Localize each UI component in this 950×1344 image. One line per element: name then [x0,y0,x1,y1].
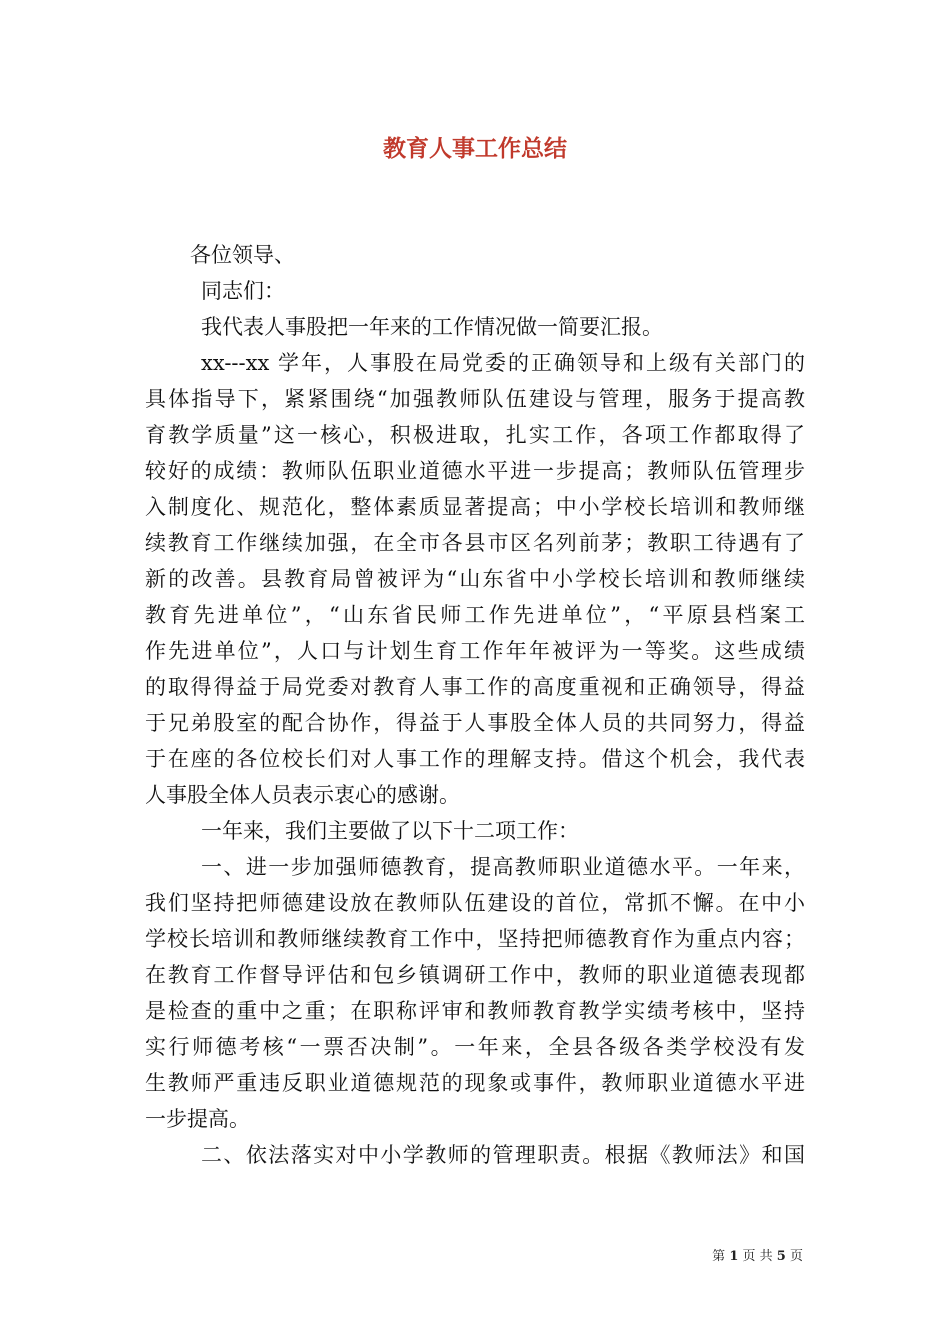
document-title: 教育人事工作总结 [383,135,567,162]
para3-line: 生教师严重违反职业道德规范的现象或事件，教师职业道德水平进 [145,1071,805,1095]
para3-line: 在教育工作督导评估和包乡镇调研工作中，教师的职业道德表现都 [145,963,805,987]
para3-line: 一步提高。 [145,1107,250,1131]
para1-line: 教育先进单位”，“山东省民师工作先进单位”，“平原县档案工 [145,603,805,627]
twelve-tasks-intro: 一年来，我们主要做了以下十二项工作： [201,819,579,843]
salutation-comrades: 同志们： [201,279,285,303]
intro-paragraph: 我代表人事股把一年来的工作情况做一简要汇报。 [201,315,663,339]
para1-line: 人事股全体人员表示衷心的感谢。 [145,783,460,807]
para3-line: 学校长培训和教师继续教育工作中，坚持把师德教育作为重点内容； [145,927,805,951]
footer-suffix: 页 [789,1249,803,1264]
para3-line: 一、进一步加强师德教育，提高教师职业道德水平。一年来， [201,855,805,879]
para3-line: 实行师德考核“一票否决制”。一年来，全县各级各类学校没有发 [145,1035,805,1059]
para1-line: 于兄弟股室的配合协作，得益于人事股全体人员的共同努力，得益 [145,711,805,735]
para1-line: 育教学质量”这一核心，积极进取，扎实工作，各项工作都取得了 [145,423,805,447]
current-page-number: 1 [729,1249,739,1264]
para4-line: 二、依法落实对中小学教师的管理职责。根据《教师法》和国 [201,1143,805,1167]
para1-line: 的取得得益于局党委对教育人事工作的高度重视和正确领导，得益 [145,675,805,699]
para1-line: 作先进单位”，人口与计划生育工作年年被评为一等奖。这些成绩 [145,639,805,663]
footer-middle: 页 共 [742,1249,773,1264]
para1-line: xx---xx 学年，人事股在局党委的正确领导和上级有关部门的 [201,351,805,375]
para1-line: 续教育工作继续加强，在全市各县市区名列前茅；教职工待遇有了 [145,531,805,555]
para1-line: 新的改善。县教育局曾被评为“山东省中小学校长培训和教师继续 [145,567,805,591]
para1-line: 具体指导下，紧紧围绕“加强教师队伍建设与管理，服务于提高教 [145,387,805,411]
salutation-leaders: 各位领导、 [190,243,295,267]
para1-line: 于在座的各位校长们对人事工作的理解支持。借这个机会，我代表 [145,747,805,771]
para1-line: 较好的成绩：教师队伍职业道德水平进一步提高；教师队伍管理步 [145,459,805,483]
para3-line: 我们坚持把师德建设放在教师队伍建设的首位，常抓不懈。在中小 [145,891,805,915]
footer-prefix: 第 [712,1249,726,1264]
para3-line: 是检查的重中之重；在职称评审和教师教育教学实绩考核中，坚持 [145,999,805,1023]
para1-line: 入制度化、规范化，整体素质显著提高；中小学校长培训和教师继 [145,495,805,519]
page-number-footer [712,1248,803,1266]
total-pages-number: 5 [776,1249,786,1264]
